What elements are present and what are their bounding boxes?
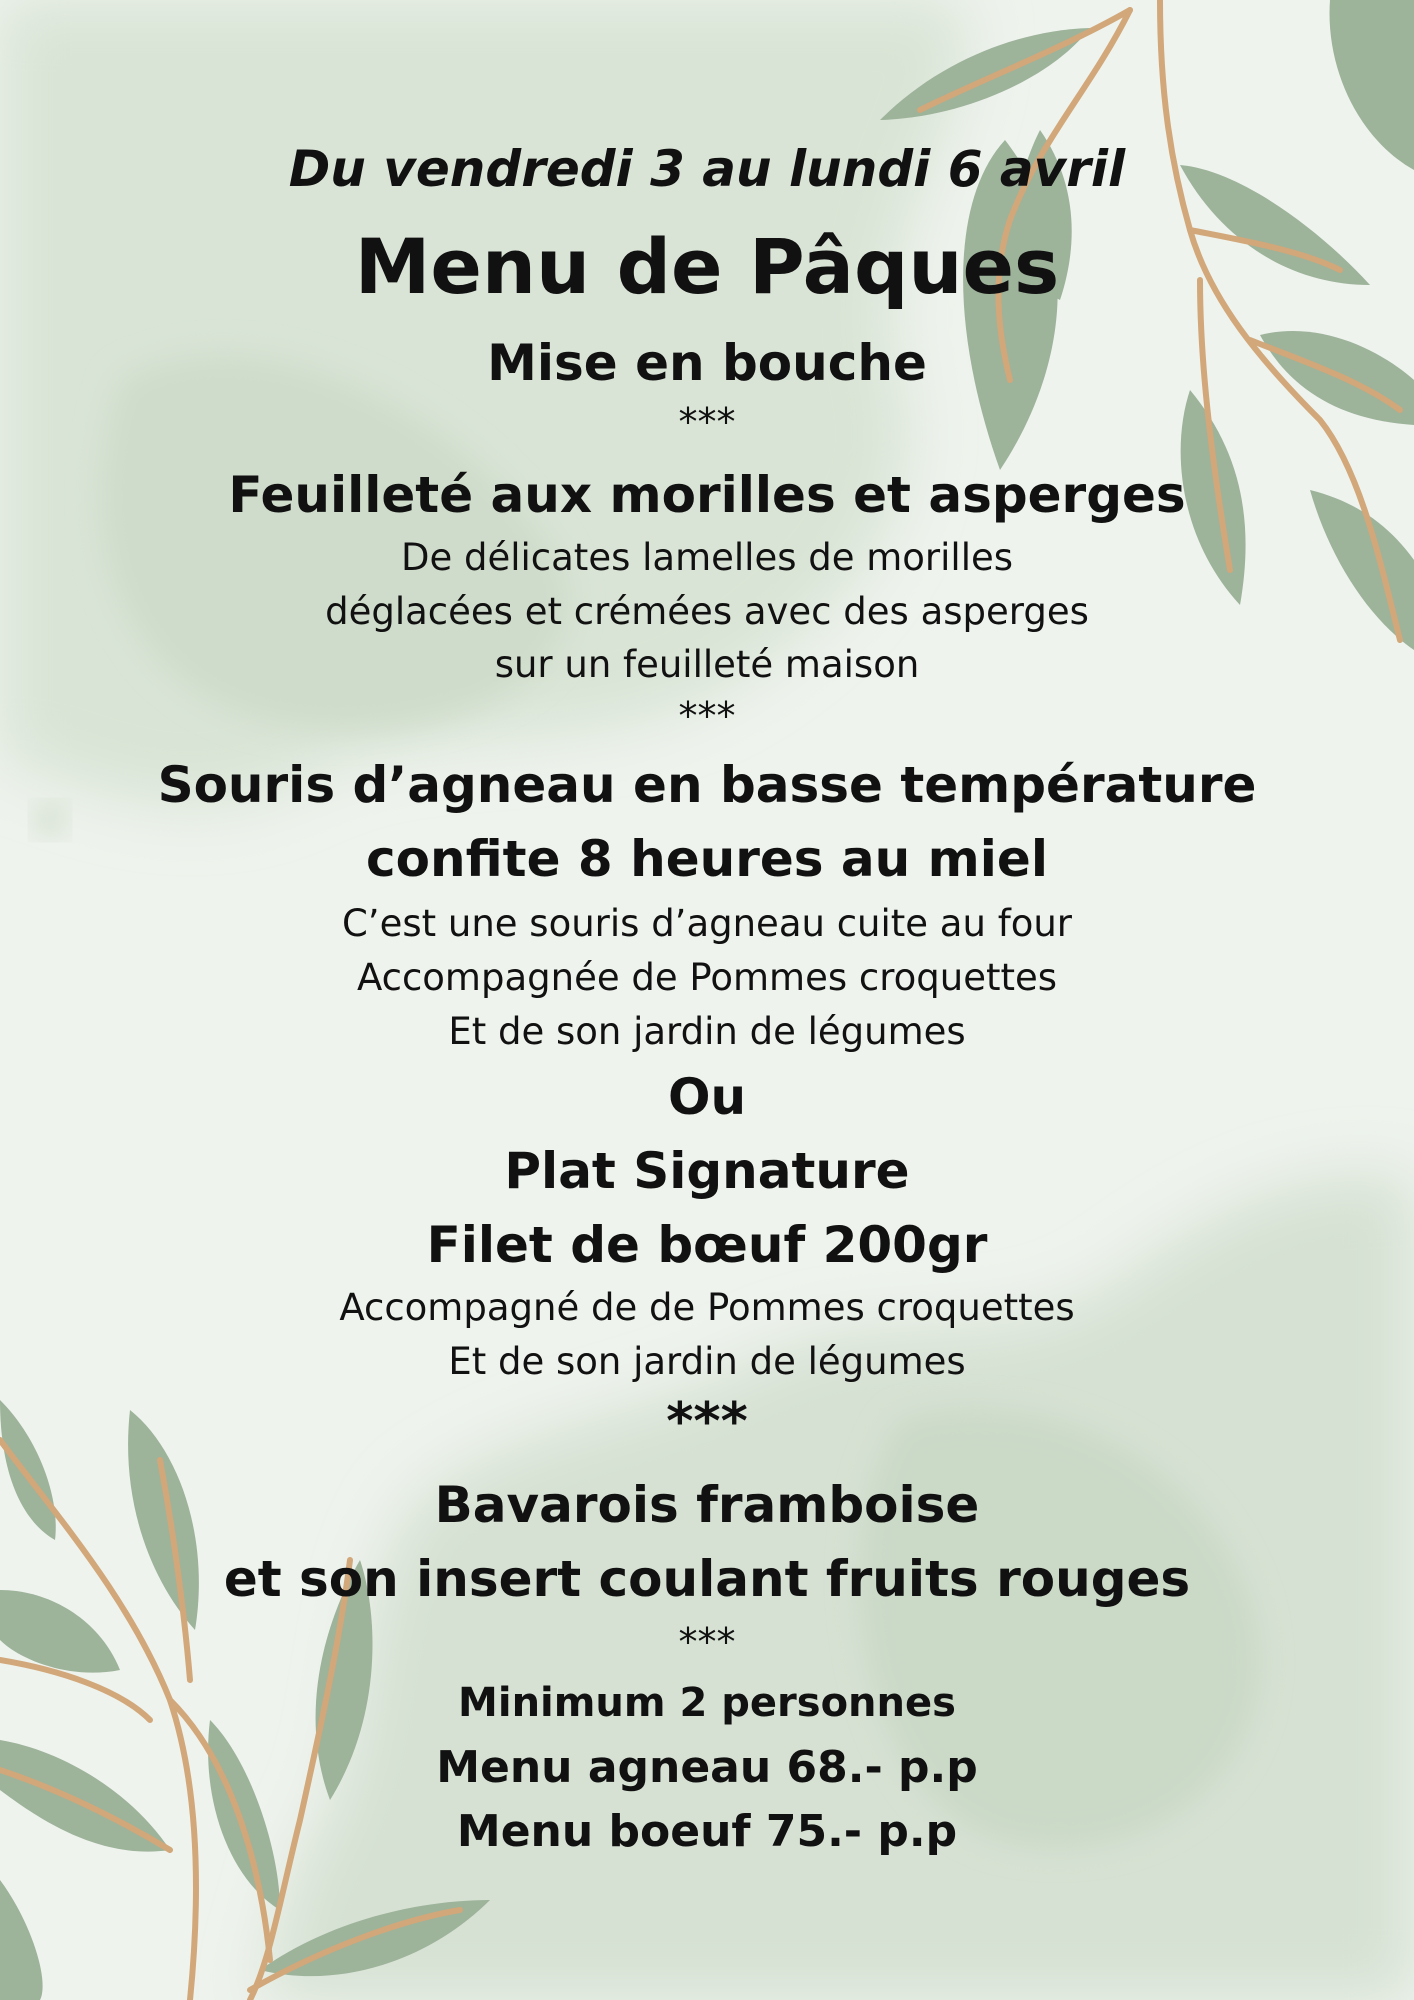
- menu-title: Menu de Pâques: [354, 222, 1060, 311]
- dessert-name-line: Bavarois framboise: [434, 1476, 980, 1534]
- starter-description-line: De délicates lamelles de morilles: [400, 536, 1014, 579]
- price-line-lamb: Menu agneau 68.- p.p: [436, 1742, 978, 1793]
- lamb-description-line: C’est une souris d’agneau cuite au four: [341, 902, 1073, 945]
- starter-description-line: sur un feuilleté maison: [494, 643, 920, 686]
- signature-label: Plat Signature: [504, 1142, 910, 1200]
- price-line-beef: Menu boeuf 75.- p.p: [456, 1806, 958, 1857]
- lamb-description-line: Accompagnée de Pommes croquettes: [356, 956, 1058, 999]
- amuse-bouche-heading: Mise en bouche: [487, 334, 927, 392]
- separator: ***: [678, 1620, 736, 1664]
- lamb-description-line: Et de son jardin de légumes: [448, 1010, 966, 1053]
- menu-date: Du vendredi 3 au lundi 6 avril: [288, 140, 1126, 198]
- beef-description-line: Accompagné de de Pommes croquettes: [339, 1286, 1075, 1329]
- beef-dish-name: Filet de bœuf 200gr: [426, 1216, 988, 1274]
- starter-description-line: déglacées et crémées avec des asperges: [325, 590, 1089, 633]
- lamb-dish-name-line: confite 8 heures au miel: [366, 830, 1048, 888]
- separator: ***: [678, 400, 736, 444]
- separator: ***: [666, 1392, 748, 1452]
- or-label: Ou: [667, 1068, 747, 1126]
- minimum-guests: Minimum 2 personnes: [458, 1680, 956, 1726]
- lamb-dish-name-line: Souris d’agneau en basse température: [157, 756, 1257, 814]
- starter-name: Feuilleté aux morilles et asperges: [228, 466, 1186, 524]
- separator: ***: [678, 694, 736, 738]
- beef-description-line: Et de son jardin de légumes: [448, 1340, 966, 1383]
- dessert-name-line: et son insert coulant fruits rouges: [223, 1550, 1191, 1608]
